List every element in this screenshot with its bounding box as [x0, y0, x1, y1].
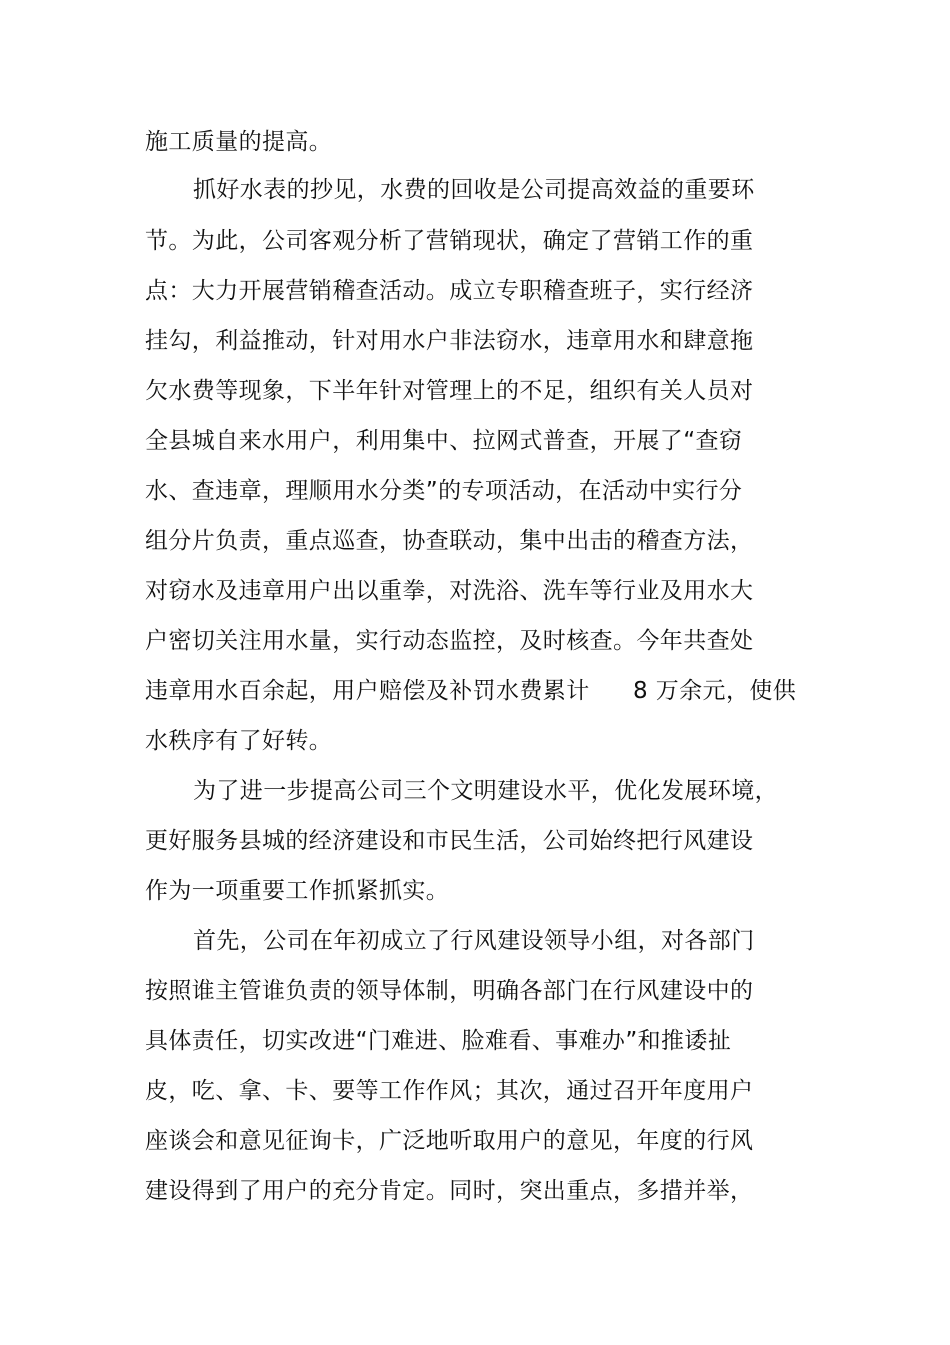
text-line: 座谈会和意见征询卡，广泛地听取用户的意见，年度的行风	[145, 1128, 754, 1154]
paragraph-start-line: 为了进一步提高公司三个文明建设水平，优化发展环境，	[193, 778, 778, 804]
text-line: 作为一项重要工作抓紧抓实。	[145, 878, 450, 904]
text-line: 更好服务县城的经济建设和市民生活，公司始终把行风建设	[145, 828, 754, 854]
text-line: 节。为此，公司客观分析了营销现状，确定了营销工作的重	[145, 228, 754, 254]
text-line: 欠水费等现象，下半年针对管理上的不足，组织有关人员对	[145, 378, 754, 404]
text-line: 组分片负责，重点巡查，协查联动，集中出击的稽查方法，	[145, 528, 754, 554]
text-line: 违章用水百余起，用户赔偿及补罚水费累计	[145, 678, 590, 704]
text-line: 全县城自来水用户，利用集中、拉网式普查，开展了“查窃	[145, 428, 743, 454]
text-line: 对窃水及违章用户出以重拳，对洗浴、洗车等行业及用水大	[145, 578, 754, 604]
text-line: 挂勾，利益推动，针对用水户非法窃水，违章用水和肆意拖	[145, 328, 754, 354]
text-line: 点：大力开展营销稽查活动。成立专职稽查班子，实行经济	[145, 278, 754, 304]
text-line: 水、查违章，理顺用水分类”的专项活动，在活动中实行分	[145, 478, 743, 504]
text-line: 施工质量的提高。	[145, 129, 333, 155]
paragraph-start-line: 首先，公司在年初成立了行风建设领导小组，对各部门	[193, 928, 755, 954]
text-line-tail: 8 万余元，使供	[633, 678, 797, 704]
text-line: 皮，吃、拿、卡、要等工作作风；其次，通过召开年度用户	[145, 1078, 754, 1104]
text-line: 建设得到了用户的充分肯定。同时，突出重点，多措并举，	[145, 1178, 754, 1204]
text-line: 户密切关注用水量，实行动态监控，及时核查。今年共查处	[145, 628, 754, 654]
text-line: 水秩序有了好转。	[145, 728, 333, 754]
text-line: 具体责任，切实改进“门难进、脸难看、事难办”和推诿扯	[145, 1028, 732, 1054]
text-line: 按照谁主管谁负责的领导体制，明确各部门在行风建设中的	[145, 978, 754, 1004]
paragraph-start-line: 抓好水表的抄见，水费的回收是公司提高效益的重要环	[193, 177, 755, 203]
